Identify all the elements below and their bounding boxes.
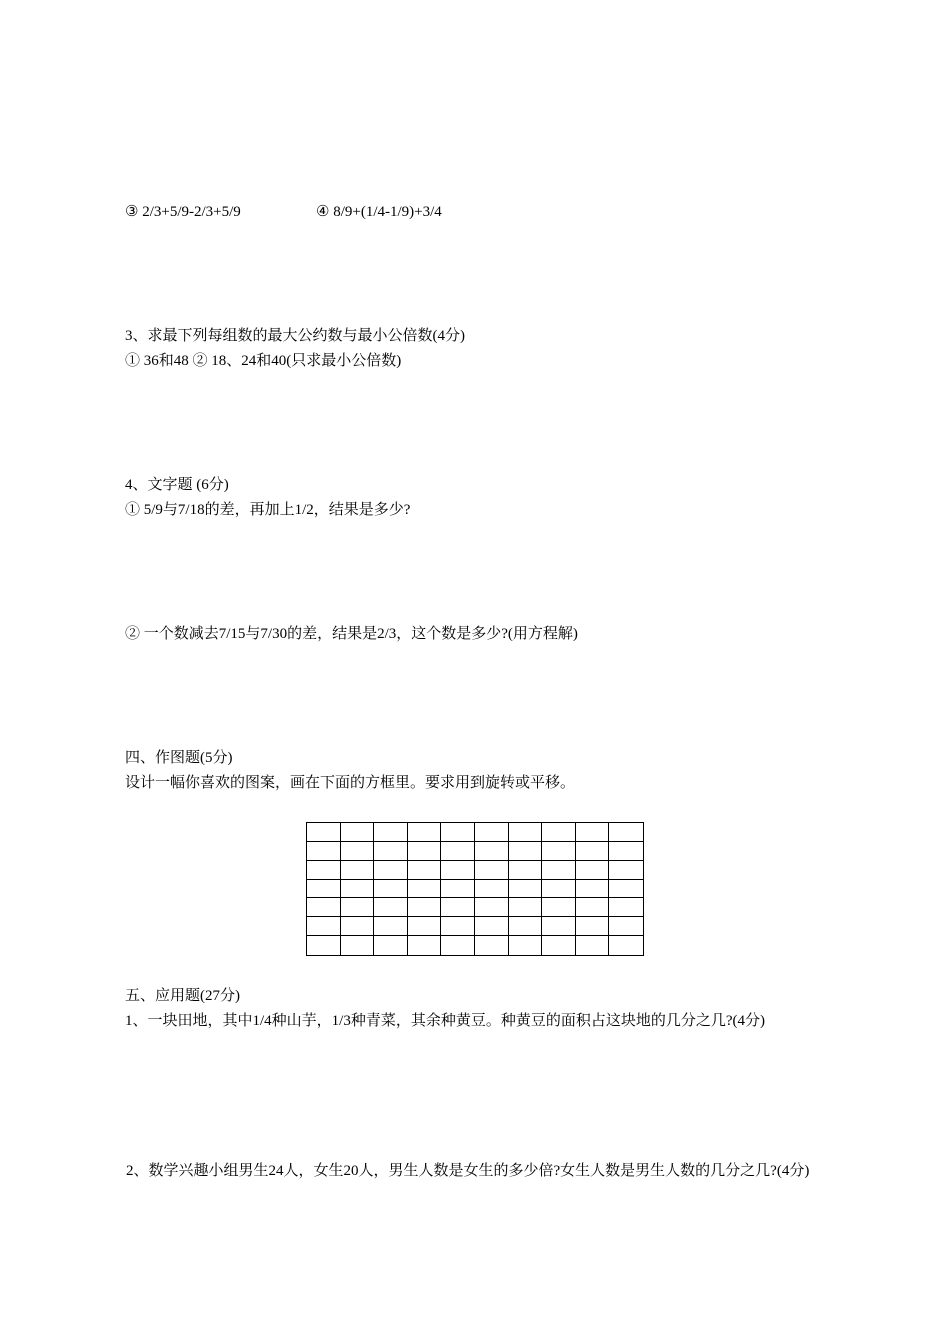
grid-cell bbox=[475, 936, 509, 955]
grid-cell bbox=[307, 823, 341, 842]
grid-cell bbox=[475, 823, 509, 842]
grid-cell bbox=[408, 898, 442, 917]
grid-cell bbox=[441, 917, 475, 936]
grid-cell bbox=[542, 823, 576, 842]
grid-cell bbox=[441, 936, 475, 955]
grid-cell bbox=[341, 823, 375, 842]
grid-cell bbox=[307, 861, 341, 880]
grid-cell bbox=[341, 898, 375, 917]
grid-cell bbox=[609, 917, 643, 936]
section4-instruction: 设计一幅你喜欢的图案，画在下面的方框里。要求用到旋转或平移。 bbox=[125, 775, 576, 791]
q4-item-1: ① 5/9与7/18的差，再加上1/2，结果是多少? bbox=[125, 502, 411, 518]
grid-cell bbox=[307, 898, 341, 917]
grid-cell bbox=[542, 936, 576, 955]
grid-cell bbox=[542, 880, 576, 899]
grid-cell bbox=[374, 880, 408, 899]
grid-cell bbox=[509, 936, 543, 955]
section5-q2: 2、数学兴趣小组男生24人，女生20人，男生人数是女生的多少倍?女生人数是男生人数的几分之几?(4分) bbox=[126, 1163, 810, 1179]
grid-cell bbox=[475, 842, 509, 861]
grid-cell bbox=[374, 823, 408, 842]
grid-cell bbox=[341, 842, 375, 861]
grid-cell bbox=[475, 861, 509, 880]
calc-item-3: ③ 2/3+5/9-2/3+5/9 bbox=[125, 204, 241, 220]
grid-cell bbox=[609, 823, 643, 842]
grid-cell bbox=[475, 880, 509, 899]
section5-q1: 1、一块田地，其中1/4种山芋，1/3种青菜，其余种黄豆。种黄豆的面积占这块地的几分之几?(4分) bbox=[125, 1013, 765, 1029]
section4-title: 四、作图题(5分) bbox=[125, 750, 233, 766]
grid-cell bbox=[609, 936, 643, 955]
grid-cell bbox=[576, 917, 610, 936]
grid-cell bbox=[475, 898, 509, 917]
grid-cell bbox=[576, 936, 610, 955]
grid-cell bbox=[576, 898, 610, 917]
grid-cell bbox=[341, 861, 375, 880]
grid-cell bbox=[374, 842, 408, 861]
grid-cell bbox=[307, 842, 341, 861]
grid-cell bbox=[542, 861, 576, 880]
grid-cell bbox=[542, 917, 576, 936]
grid-cell bbox=[576, 823, 610, 842]
grid-cell bbox=[374, 917, 408, 936]
grid-cell bbox=[441, 842, 475, 861]
grid-cell bbox=[475, 917, 509, 936]
grid-cell bbox=[509, 898, 543, 917]
grid-cell bbox=[341, 880, 375, 899]
grid-cell bbox=[374, 861, 408, 880]
grid-cell bbox=[509, 823, 543, 842]
drawing-grid bbox=[306, 822, 644, 956]
grid-cell bbox=[576, 880, 610, 899]
q4-item-2: ② 一个数减去7/15与7/30的差，结果是2/3，这个数是多少?(用方程解) bbox=[125, 626, 578, 642]
grid-cell bbox=[576, 842, 610, 861]
grid-cell bbox=[408, 936, 442, 955]
grid-cell bbox=[609, 842, 643, 861]
grid-cell bbox=[542, 842, 576, 861]
calc-item-4: ④ 8/9+(1/4-1/9)+3/4 bbox=[316, 204, 442, 220]
grid-cell bbox=[374, 898, 408, 917]
q3-items: ① 36和48 ② 18、24和40(只求最小公倍数) bbox=[125, 353, 402, 369]
grid-cell bbox=[441, 861, 475, 880]
grid-cell bbox=[576, 861, 610, 880]
grid-cell bbox=[408, 823, 442, 842]
grid-cell bbox=[609, 880, 643, 899]
section5-title: 五、应用题(27分) bbox=[125, 988, 240, 1004]
grid-cell bbox=[408, 917, 442, 936]
grid-cell bbox=[408, 842, 442, 861]
grid-cell bbox=[441, 823, 475, 842]
grid-cell bbox=[307, 880, 341, 899]
grid-cell bbox=[509, 880, 543, 899]
grid-cell bbox=[408, 861, 442, 880]
grid-cell bbox=[408, 880, 442, 899]
grid-cell bbox=[307, 936, 341, 955]
grid-cell bbox=[441, 880, 475, 899]
grid-cell bbox=[441, 898, 475, 917]
q3-title: 3、求最下列每组数的最大公约数与最小公倍数(4分) bbox=[125, 328, 465, 344]
grid-cell bbox=[509, 917, 543, 936]
grid-cell bbox=[609, 861, 643, 880]
grid-cell bbox=[341, 917, 375, 936]
q4-title: 4、文字题 (6分) bbox=[125, 477, 229, 493]
grid-cell bbox=[341, 936, 375, 955]
grid-cell bbox=[509, 842, 543, 861]
grid-cell bbox=[374, 936, 408, 955]
grid-cell bbox=[509, 861, 543, 880]
grid-cell bbox=[542, 898, 576, 917]
grid-cell bbox=[609, 898, 643, 917]
grid-cell bbox=[307, 917, 341, 936]
